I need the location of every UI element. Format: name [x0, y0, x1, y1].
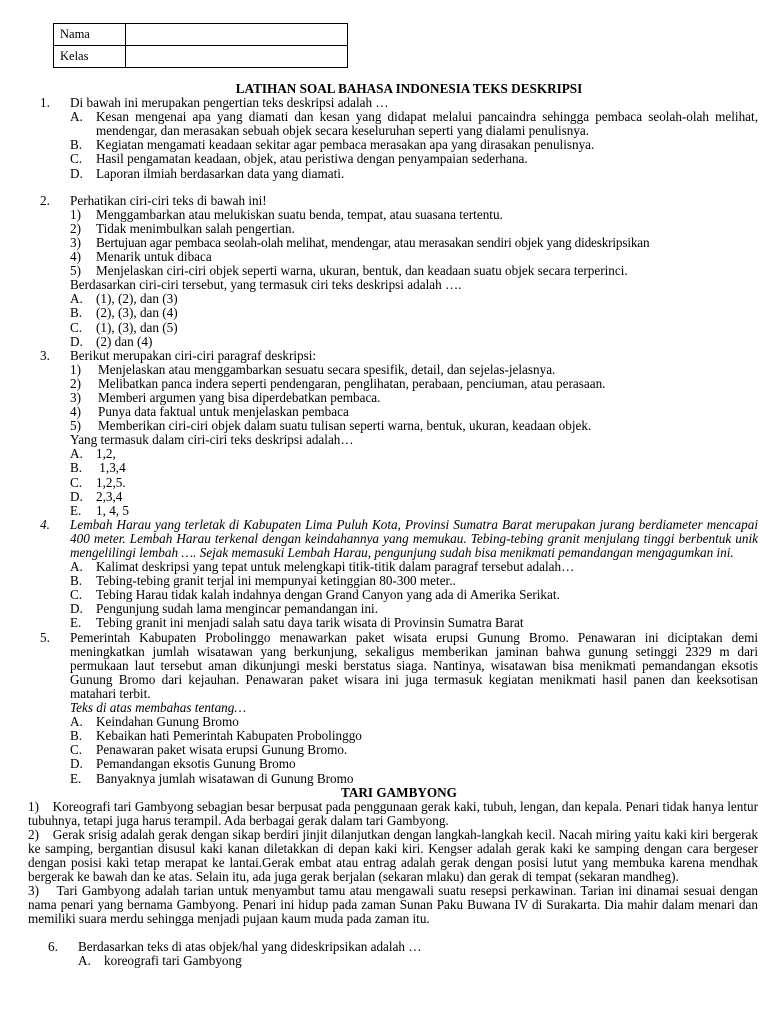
- statement-text: Tidak menimbulkan salah pengertian.: [96, 220, 295, 236]
- statement-item: [70, 236, 758, 250]
- option-text: Banyaknya jumlah wisatawan di Gunung Bromo: [96, 770, 354, 786]
- reading-paragraph-2: [28, 828, 758, 884]
- option-letter: B.: [70, 460, 83, 476]
- option-a[interactable]: [70, 110, 758, 138]
- option-letter: C.: [70, 151, 83, 167]
- option-letter: B.: [70, 728, 83, 744]
- option-letter: D.: [70, 601, 83, 617]
- option-letter: D.: [70, 488, 83, 504]
- question-text: Di bawah ini merupakan pengertian teks deskripsi adalah …: [70, 95, 389, 111]
- option-b[interactable]: [70, 574, 758, 588]
- option-text: 1,3,4: [96, 460, 126, 476]
- option-letter: A.: [70, 109, 83, 125]
- option-letter: C.: [70, 742, 83, 758]
- option-text: Pemandangan eksotis Gunung Bromo: [96, 756, 296, 772]
- spacer: [40, 181, 758, 194]
- worksheet-content: [28, 81, 759, 968]
- statement-item: [70, 391, 758, 405]
- option-d[interactable]: [70, 335, 758, 349]
- statement-number: 2): [70, 375, 81, 391]
- option-b[interactable]: [70, 461, 758, 475]
- option-a[interactable]: [70, 292, 758, 306]
- option-letter: D.: [70, 756, 83, 772]
- option-text: (1), (2), dan (3): [96, 291, 178, 307]
- statement-number: 3): [70, 389, 81, 405]
- reading-paragraph-1: [28, 800, 758, 828]
- spacer: [40, 927, 758, 940]
- option-text: Kebaikan hati Pemerintah Kabupaten Probolinggo: [96, 728, 362, 744]
- reading-paragraph-3: [28, 884, 758, 926]
- statement-number: 5): [70, 263, 81, 279]
- option-a[interactable]: [70, 715, 758, 729]
- question-4-options: [70, 560, 758, 630]
- option-c[interactable]: [70, 743, 758, 757]
- paragraph-number: 1): [28, 798, 39, 814]
- statement-text: Menjelaskan atau menggambarkan sesuatu secara spesifik, detail, dan sejelas-jelasnya.: [98, 361, 556, 377]
- option-letter: B.: [70, 305, 83, 321]
- question-passage: Pemerintah Kabupaten Probolinggo menawarkan paket wisata erupsi Gunung Bromo. Penawaran ini diciptakan demi meningkatkan jumlah wisatawan yang berkunjung, sekaligus memberikan jaminan bahwa gunung setinggi 2329 m dari permukaan laut tersebut aman dikunjungi meski berstatus siaga. Nantinya, wisatawan bisa menikmati pemandangan eksotis Gunung Bromo dari kejauhan. Penawaran paket wisara ini juga termasuk kegiatan menikmati hasil panen dan keeksotisan matahari terbit.: [70, 629, 758, 701]
- paragraph-body: Tari Gambyong adalah tarian untuk menyambut tamu atau mengawali suatu resepsi perkawinan. Tarian ini dinamai sesuai dengan nama penari yang bernama Gambyong. Penari ini hidup pada zaman Sunan Paku Buwana IV di Surakarta. Dia mahir dalam menari dan memiliki suara merdu sehingga menjadi pujaan kaum muda pada zaman itu.: [28, 883, 759, 927]
- student-identity-table: [53, 23, 348, 68]
- question-6-options: [78, 954, 758, 968]
- question-1-options: [70, 110, 758, 180]
- question-number: 5.: [40, 629, 50, 645]
- option-e[interactable]: [70, 504, 758, 518]
- paragraph-number: 3): [28, 883, 39, 899]
- option-e[interactable]: [70, 616, 758, 630]
- statement-text: Bertujuan agar pembaca seolah-olah melihat, mendengar, atau merasakan sendiri objek yang dideskripsikan: [96, 234, 650, 250]
- paragraph-text: [28, 884, 758, 926]
- question-number: 2.: [40, 192, 50, 208]
- option-c[interactable]: [70, 476, 758, 490]
- question-6: [48, 940, 758, 954]
- option-d[interactable]: [70, 602, 758, 616]
- question-3: [40, 349, 758, 363]
- option-d[interactable]: [70, 167, 758, 181]
- question-text: Perhatikan ciri-ciri teks di bawah ini!: [70, 192, 267, 208]
- name-row: [54, 24, 348, 46]
- statement-text: Menarik untuk dibaca: [96, 249, 212, 265]
- option-b[interactable]: [70, 729, 758, 743]
- option-c[interactable]: [70, 152, 758, 166]
- option-d[interactable]: [70, 757, 758, 771]
- option-text: Kegiatan mengamati keadaan sekitar agar pembaca merasakan apa yang dirasakan penulisnya.: [96, 137, 595, 153]
- paragraph-text: [28, 828, 758, 884]
- option-a[interactable]: [78, 954, 758, 968]
- option-a[interactable]: [70, 560, 758, 574]
- option-letter: E.: [70, 615, 82, 631]
- statement-text: Memberikan ciri-ciri objek dalam suatu tulisan seperti warna, bentuk, ukuran, keadaan objek.: [98, 418, 592, 434]
- question-3-options: [70, 433, 758, 518]
- question-4: [40, 518, 758, 560]
- option-text: 1,2,: [96, 446, 116, 462]
- option-letter: A.: [70, 291, 83, 307]
- paragraph-text: [28, 800, 758, 828]
- option-d[interactable]: [70, 490, 758, 504]
- option-text: Kalimat deskripsi yang tepat untuk melengkapi titik-titik dalam paragraf tersebut adalah…: [96, 559, 575, 575]
- option-text: Tebing-tebing granit terjal ini mempunyai ketinggian 80-300 meter..: [96, 573, 456, 589]
- question-5-options: [70, 701, 758, 786]
- statement-item: [70, 377, 758, 391]
- question-number: 1.: [40, 95, 50, 111]
- statement-number: 2): [70, 220, 81, 236]
- option-letter: B.: [70, 573, 83, 589]
- question-text: Berdasarkan teks di atas objek/hal yang dideskripsikan adalah …: [78, 938, 422, 954]
- statement-item: [70, 264, 758, 278]
- question-number: 3.: [40, 347, 50, 363]
- statement-item: [70, 250, 758, 264]
- statement-text: Punya data faktual untuk menjelaskan pembaca: [98, 404, 349, 420]
- statement-item: [70, 208, 758, 222]
- option-b[interactable]: [70, 138, 758, 152]
- question-prompt: Berdasarkan ciri-ciri tersebut, yang termasuk ciri teks deskripsi adalah ….: [70, 277, 462, 293]
- option-text: 1, 4, 5: [96, 502, 129, 518]
- question-number: 4.: [40, 516, 50, 532]
- class-label: Kelas: [54, 46, 126, 68]
- statement-item: [70, 222, 758, 236]
- question-passage: Lembah Harau yang terletak di Kabupaten Lima Puluh Kota, Provinsi Sumatra Barat merupakan jurang berdiameter mencapai 400 meter. Lembah Harau terkenal dengan keindahannya yang memukau. Tebing-tebing granit menjulang tinggi berbentuk unik mengelilingi lembah …. Sejak memasuki Lembah Harau, pengunjung sudah bisa menikmati pemandangan mengagumkan ini.: [70, 516, 758, 560]
- question-text: Berikut merupakan ciri-ciri paragraf deskripsi:: [70, 347, 317, 363]
- option-text: Laporan ilmiah berdasarkan data yang diamati.: [96, 165, 345, 181]
- question-3-statements: [70, 363, 758, 433]
- question-prompt: Yang termasuk dalam ciri-ciri teks deskripsi adalah…: [70, 432, 354, 448]
- option-letter: E.: [70, 502, 82, 518]
- paragraph-body: Koreografi tari Gambyong sebagian besar berpusat pada penggunaan gerak kaki, tubuh, lengan, dan kepala. Penari tidak hanya lentur tubuhnya, tetapi juga harus terampil. Ada berbagai gerak dalam tari Gambyong.: [28, 798, 758, 828]
- option-letter: A.: [78, 952, 91, 968]
- statement-text: Menjelaskan ciri-ciri objek seperti warna, ukuran, bentuk, dan keadaan suatu objek secara terperinci.: [96, 263, 628, 279]
- statement-item: [70, 419, 758, 433]
- question-1: [40, 96, 758, 110]
- option-letter: E.: [70, 770, 82, 786]
- option-letter: A.: [70, 446, 83, 462]
- option-e[interactable]: [70, 772, 758, 786]
- option-text: Tebing granit ini menjadi salah satu daya tarik wisata di Provinsin Sumatra Barat: [96, 615, 524, 631]
- section-title: TARI GAMBYONG: [341, 784, 457, 800]
- option-c[interactable]: [70, 321, 758, 335]
- option-text: (1), (3), dan (5): [96, 319, 178, 335]
- worksheet-title: LATIHAN SOAL BAHASA INDONESIA TEKS DESKRIPSI: [235, 81, 583, 96]
- option-text: Keindahan Gunung Bromo: [96, 714, 239, 730]
- statement-number: 5): [70, 418, 81, 434]
- option-letter: C.: [70, 474, 83, 490]
- option-letter: C.: [70, 319, 83, 335]
- question-prompt: Teks di atas membahas tentang…: [70, 700, 247, 716]
- option-text: 1,2,5.: [96, 474, 126, 490]
- option-text: Pengunjung sudah lama mengincar pemandangan ini.: [96, 601, 378, 617]
- option-text: koreografi tari Gambyong: [104, 952, 242, 968]
- question-2-statements: [70, 208, 758, 349]
- option-text: Hasil pengamatan keadaan, objek, atau peristiwa dengan penyampaian sederhana.: [96, 151, 528, 167]
- question-5: [40, 631, 758, 701]
- option-text: Kesan mengenai apa yang diamati dan kesan yang didapat melalui pancaindra sehingga pembaca seolah-olah melihat, mendengar, dan merasakan sebuah objek secara keseluruhan seperti yang dialami penulisnya.: [96, 109, 758, 139]
- statement-number: 4): [70, 249, 81, 265]
- option-a[interactable]: [70, 447, 758, 461]
- name-value-cell[interactable]: [126, 24, 348, 46]
- statement-item: [70, 363, 758, 377]
- option-text: Penawaran paket wisata erupsi Gunung Bromo.: [96, 742, 348, 758]
- option-letter: D.: [70, 333, 83, 349]
- paragraph-number: 2): [28, 826, 39, 842]
- option-letter: B.: [70, 137, 83, 153]
- question-2: [40, 194, 758, 208]
- option-letter: C.: [70, 587, 83, 603]
- paragraph-body: Gerak srisig adalah gerak dengan sikap berdiri jinjit dilanjutkan dengan langkah-langkah kecil. Nacah miring yaitu kaki kiri bergerak ke samping, bergantian disusul kaki kanan diletakkan di depan kaki kiri. Kengser adalah gerak kaki ke samping dengan cara bergeser dengan posisi kaki tetap merapat ke lantai.Gerak embat atau entrag adalah gerak dengan posisi lutut yang membuka karena mendhak bergerak ke bawah dan ke atas. Selain itu, ada juga gerak berjalan (sekaran mlaku) dan gerak di tempat (sekaran mandheg).: [28, 826, 758, 885]
- statement-number: 3): [70, 234, 81, 250]
- class-value-cell[interactable]: [126, 46, 348, 68]
- statement-number: 1): [70, 206, 81, 222]
- option-text: (2) dan (4): [96, 333, 153, 349]
- statement-item: [70, 405, 758, 419]
- question-number: 6.: [48, 938, 58, 954]
- class-row: [54, 46, 348, 68]
- option-text: (2), (3), dan (4): [96, 305, 178, 321]
- option-letter: D.: [70, 165, 83, 181]
- statement-text: Melibatkan panca indera seperti pendengaran, penglihatan, perabaan, penciuman, atau perasaan.: [98, 375, 606, 391]
- option-text: 2,3,4: [96, 488, 123, 504]
- option-text: Tebing Harau tidak kalah indahnya dengan Grand Canyon yang ada di Amerika Serikat.: [96, 587, 560, 603]
- option-letter: A.: [70, 714, 83, 730]
- option-c[interactable]: [70, 588, 758, 602]
- statement-text: Menggambarkan atau melukiskan suatu benda, tempat, atau suasana tertentu.: [96, 206, 503, 222]
- statement-number: 4): [70, 404, 81, 420]
- option-b[interactable]: [70, 306, 758, 320]
- statement-text: Memberi argumen yang bisa diperdebatkan pembaca.: [98, 389, 381, 405]
- statement-number: 1): [70, 361, 81, 377]
- option-letter: A.: [70, 559, 83, 575]
- name-label: Nama: [54, 24, 126, 46]
